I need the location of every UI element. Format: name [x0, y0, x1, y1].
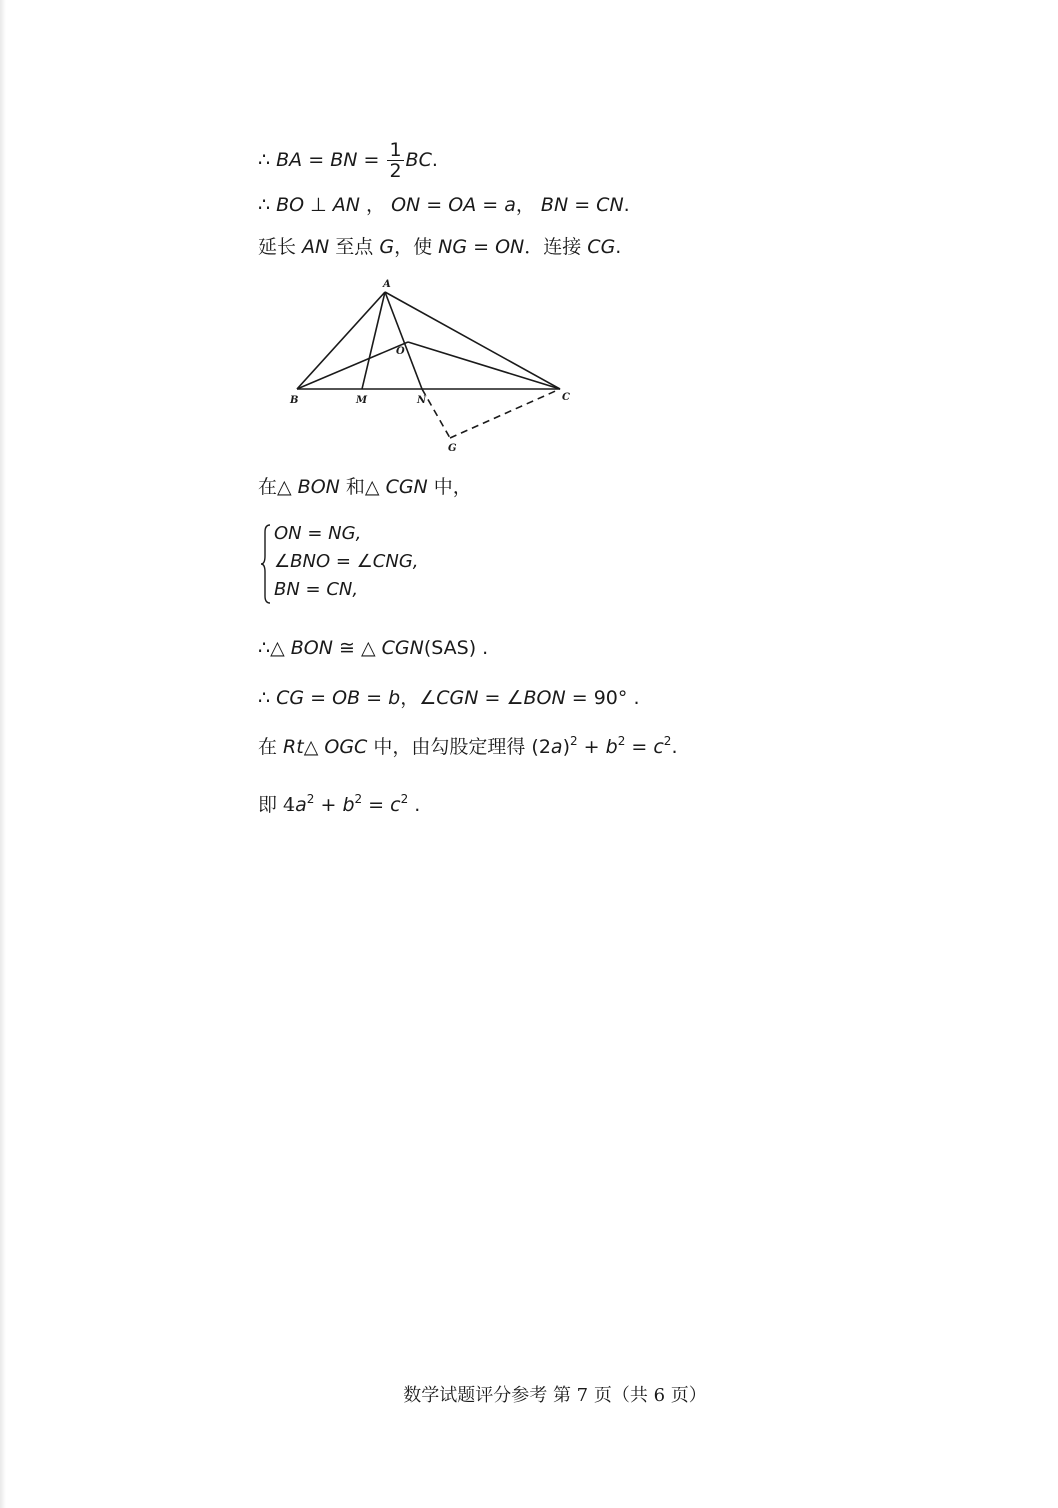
fraction-one-half [387, 140, 403, 181]
triangle-cgn: CGN [381, 637, 424, 659]
segment-an: AN [332, 194, 360, 216]
period: . [431, 149, 438, 171]
system-row-1: ON = NG, [274, 523, 362, 544]
geometry-figure [280, 272, 590, 462]
therefore-symbol: ∴△ [258, 637, 291, 659]
segment-bn: BN [540, 194, 569, 216]
segment-on: ON [495, 236, 525, 258]
text: 中，由勾股定理得 [367, 736, 532, 758]
variable-b: b [342, 794, 355, 816]
line-extend-an [258, 235, 621, 259]
segment-cn: CN [596, 194, 624, 216]
equals: = [568, 194, 597, 216]
segment-ng-dashed [422, 389, 450, 438]
label-m: M [356, 395, 368, 406]
equals: = [302, 149, 331, 171]
system-row-3: BN = CN, [274, 579, 359, 600]
equals: = [304, 687, 333, 709]
point-g: G [379, 236, 395, 258]
variable-a: a [550, 736, 563, 758]
page-footer [0, 1384, 1058, 1408]
equals: = [357, 149, 386, 171]
line-cg-equals-ob [258, 686, 640, 710]
variable-b: b [388, 687, 401, 709]
label-c: C [562, 392, 570, 403]
triangle-ogc: OGC [324, 736, 368, 758]
period: . [476, 637, 489, 659]
equals: = [476, 194, 505, 216]
segment-oa: OA [448, 194, 477, 216]
period: . [623, 194, 630, 216]
period: . [671, 736, 678, 758]
text: 在△ [258, 476, 298, 498]
label-o: O [396, 346, 405, 357]
segment-bo: BO [276, 194, 305, 216]
exponent: 2 [663, 734, 672, 748]
separator: ， [360, 194, 392, 216]
segment-bc: BC [405, 149, 432, 171]
congruent-symbol: ≅ △ [332, 637, 382, 659]
sas-label: (SAS) [423, 637, 477, 659]
line-ba-bn-half-bc [258, 140, 438, 181]
page-edge [0, 0, 6, 1508]
variable-a: a [504, 194, 516, 216]
left-brace-icon [260, 524, 272, 604]
footer-text: 数学试题评分参考 第 7 页（共 6 页） [403, 1385, 707, 1406]
exponent: 2 [400, 792, 409, 806]
right-angle-value: = 90° [565, 687, 628, 709]
triangle-diagram [280, 272, 590, 462]
label-n: N [417, 395, 427, 406]
segment-am-line [362, 292, 385, 389]
equals: = [360, 687, 389, 709]
rt-label: Rt [283, 736, 304, 758]
equals: = [362, 794, 391, 816]
exponent: 2 [354, 792, 363, 806]
triangle-cgn: CGN [385, 476, 428, 498]
segment-an: AN [302, 236, 330, 258]
text: 在 [258, 736, 284, 758]
text: ．连接 [524, 236, 588, 258]
segment-an-line [385, 292, 422, 389]
period: . [615, 236, 622, 258]
segment-gc-dashed [450, 389, 560, 438]
exponent: 2 [617, 734, 626, 748]
variable-a: a [295, 794, 307, 816]
text: 和△ [339, 476, 386, 498]
text: 即 4 [258, 794, 296, 816]
label-a: A [383, 279, 391, 290]
segment-ng: NG [438, 236, 468, 258]
segment-on: ON [391, 194, 421, 216]
triangle-bon: BON [297, 476, 340, 498]
plus: + [314, 794, 343, 816]
perpendicular-symbol: ⊥ [304, 194, 333, 216]
exponent: 2 [570, 734, 578, 748]
segment-ab-line [297, 292, 385, 389]
exponent: 2 [306, 792, 315, 806]
angle-cgn: ∠CGN [419, 687, 479, 709]
system-row-2: ∠BNO = ∠CNG, [274, 551, 419, 572]
separator: ， [515, 194, 541, 216]
equals: = [467, 236, 496, 258]
segment-oc-line [408, 342, 560, 389]
variable-b: b [605, 736, 618, 758]
label-g: G [448, 443, 457, 454]
label-b: B [290, 395, 299, 406]
paren-open: (2 [531, 736, 551, 758]
line-pythagorean [258, 735, 677, 759]
text: 中， [427, 476, 472, 498]
therefore-symbol: ∴ [258, 194, 277, 216]
therefore-symbol: ∴ [258, 687, 277, 709]
segment-bo-line [297, 342, 408, 389]
line-in-triangles [258, 475, 472, 499]
separator: ， [400, 687, 420, 709]
angle-bon: ∠BON [506, 687, 566, 709]
segment-cg: CG [587, 236, 616, 258]
plus: + [577, 736, 606, 758]
segment-cg: CG [276, 687, 305, 709]
line-bo-perp-an [258, 193, 630, 217]
fraction-numerator: 1 [389, 139, 402, 161]
triangle-bon: BON [290, 637, 333, 659]
fraction-denominator: 2 [389, 160, 402, 182]
period: . [408, 794, 421, 816]
equation-system [258, 518, 578, 606]
line-congruent [258, 636, 488, 660]
text: ，使 [394, 236, 439, 258]
segment-bn: BN [330, 149, 358, 171]
line-final-result [258, 793, 420, 817]
text: 延长 [258, 236, 303, 258]
period: . [627, 687, 640, 709]
segment-ac-line [385, 292, 560, 389]
equals: = [478, 687, 507, 709]
therefore-symbol: ∴ [258, 149, 277, 171]
variable-c: c [653, 736, 664, 758]
equals: = [625, 736, 654, 758]
text: △ [303, 736, 325, 758]
text: 至点 [329, 236, 380, 258]
equals: = [420, 194, 449, 216]
segment-ba: BA [276, 149, 303, 171]
variable-c: c [390, 794, 401, 816]
segment-ob: OB [332, 687, 361, 709]
paren-close: ) [562, 736, 570, 758]
